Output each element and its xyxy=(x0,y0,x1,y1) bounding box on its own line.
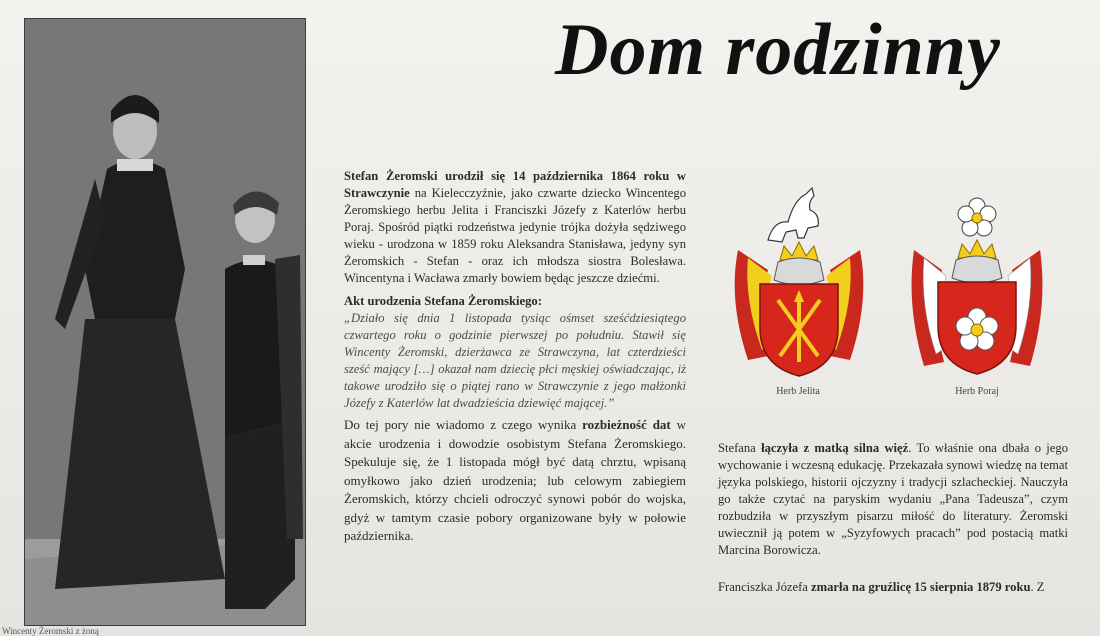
intro-paragraph xyxy=(344,168,686,287)
p2-bold: rozbieżność dat xyxy=(582,417,671,432)
mother-bond-paragraph xyxy=(718,440,1068,559)
date-discrepancy-paragraph xyxy=(344,416,686,546)
jelita-coat-of-arms xyxy=(728,180,870,380)
c2-text-2: . To właśnie ona dbała o jego wychowanie i wczesną edukację. Przekazała synowi wiedzę na temat języka polskiego, historii ojczyzny i tradycji szlacheckiej. Nauczyła go także czytać na paryskim wydaniu „Pana Tadeusza”, czym rozbudziła w przyszłym pisarzu miłość do literatury. Żeromski uwiecznił ją potem w „Syzyfowych pracach” pod postacią matki Marcina Borowicza. xyxy=(718,441,1068,557)
page-title: Dom rodzinny xyxy=(555,9,1001,91)
portrait-illustration xyxy=(25,19,305,625)
mother-death-paragraph xyxy=(718,579,1068,596)
photo-caption: Wincenty Żeromski z żoną xyxy=(2,626,99,636)
c2-text-4: . Z xyxy=(1030,580,1045,594)
c2-bold-1: łączyła z matką silna więź xyxy=(761,441,909,455)
jelita-label: Herb Jelita xyxy=(776,386,820,397)
birth-certificate-heading: Akt urodzenia Stefana Żeromskiego: xyxy=(344,294,542,308)
c2-text-3: Franciszka Józefa xyxy=(718,580,812,594)
column-right xyxy=(718,440,1068,596)
c2-bold-2: zmarła na gruźlicę 15 sierpnia 1879 roku xyxy=(811,580,1031,594)
intro-bold: Stefan Żeromski urodził się 14 października 1864 roku w Strawczynie xyxy=(344,169,686,200)
p2-text-2: w akcie urodzenia i dowodzie osobistym Stefana Żeromskiego. Spekuluje się, że 1 listopada mógł być datą chrztu, wpisaną omyłkowo jako dzień urodzenia; lub celowym zabiegiem Żeromskich, którzy chcieli odroczyć synowi pobór do wojska, gdyż w tamtym czasie pobory organizowane były w połowie października. xyxy=(344,417,687,543)
intro-text: na Kielecczyźnie, jako czwarte dziecko Wincentego Żeromskiego herbu Jelita i Franciszki Józefy z Katerlów herbu Poraj. Spośród piątki rodzeństwa jedynie trójka dożyła sędziwego wieku - urodzona w 1859 roku Aleksandra Stanisława, jedyny syn Żeromskich - Stefan - oraz ich młodsza siostra Bolesława. Wincentyna i Wacława zmarły bowiem będąc jeszcze dziećmi. xyxy=(344,186,686,285)
birth-certificate-quote: „Działo się dnia 1 listopada tysiąc ośmset sześćdziesiątego czwartego roku o godzinie pierwszej po południu. Stawił się Wincenty Żeromski, dzierżawca ze Strawczyna, lat czterdzieści sześć mający […] okazał nam dziecię płci męskiej oświadczając, iż takowe urodziło się o piątej rano w Strawczynie z jego małżonki Józefy z Katerlów lat dwadzieścia dziewięć mającej.” xyxy=(344,311,686,410)
p2-text-1: Do tej pory nie wiadomo z czego wynika xyxy=(344,417,583,432)
c2-text-1: Stefana xyxy=(718,441,762,455)
column-left xyxy=(344,168,686,546)
family-photo xyxy=(24,18,306,626)
poraj-coat-of-arms xyxy=(906,196,1048,380)
poraj-label: Herb Poraj xyxy=(955,386,999,397)
